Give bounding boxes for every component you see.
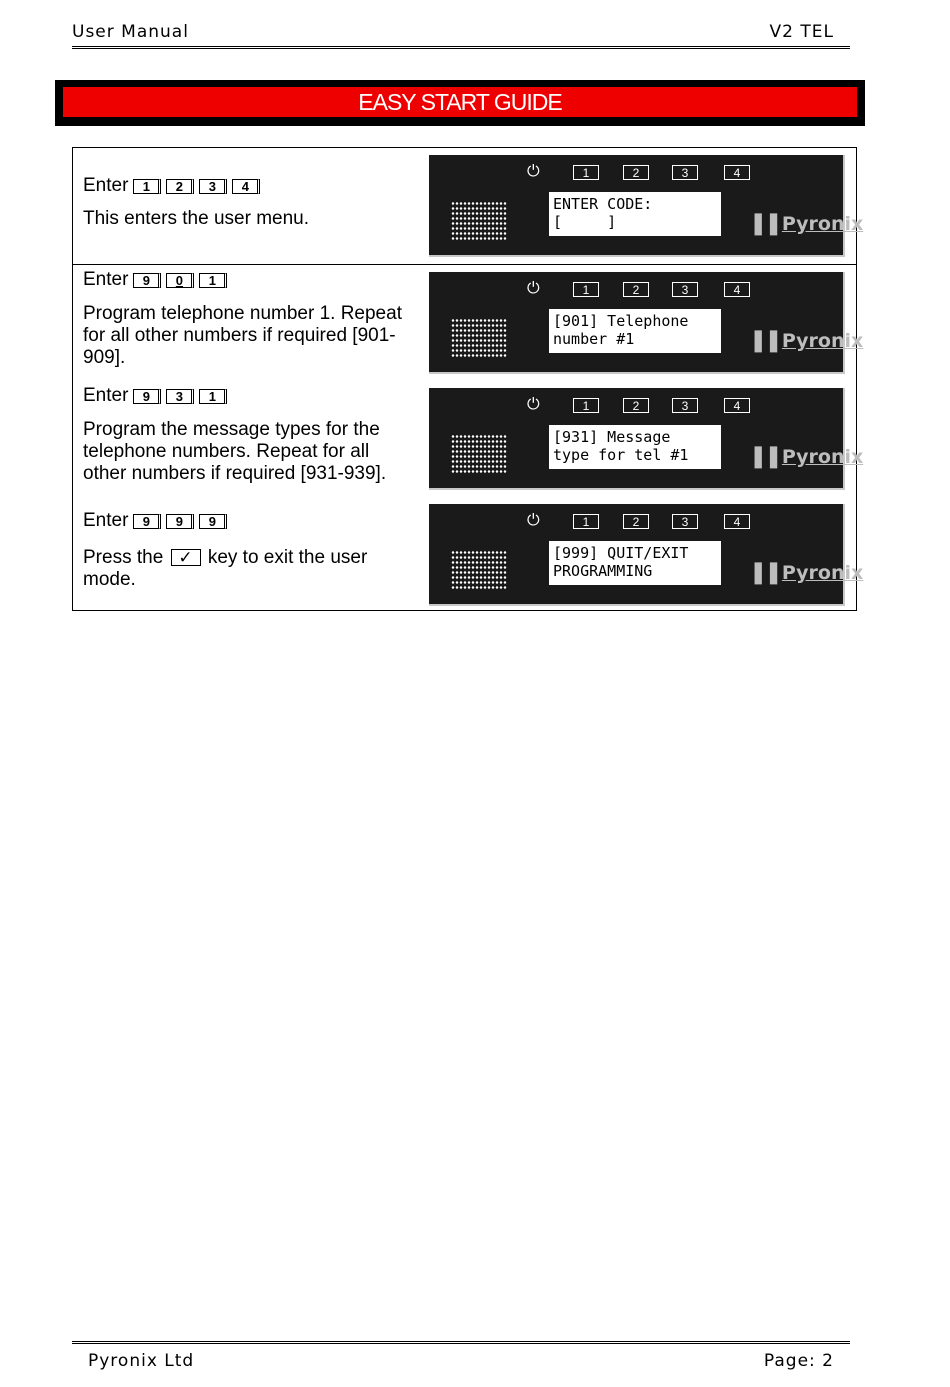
- step-3-description: Program the message types for the telephone numbers. Repeat for all other numbers if required [931-939].: [83, 419, 387, 484]
- logo-text: Pyronix: [781, 562, 864, 584]
- pyronix-logo: [749, 560, 863, 585]
- page-header: [72, 20, 850, 49]
- keypad-key: 1: [133, 179, 161, 194]
- lcd-line-2: PROGRAMMING: [553, 562, 653, 580]
- panel-button-3: 3: [672, 282, 698, 297]
- lcd-line-1: [901] Telephone: [553, 312, 689, 330]
- lcd-display: [549, 192, 721, 236]
- banner: [55, 80, 865, 126]
- power-icon: ⏻: [527, 280, 540, 297]
- lcd-display: [549, 425, 721, 469]
- pyronix-logo: [749, 444, 863, 469]
- speaker-grille: [451, 201, 507, 241]
- lcd-line-1: ENTER CODE:: [553, 195, 653, 213]
- lcd-line-1: [999] QUIT/EXIT: [553, 544, 689, 562]
- step-4-text-before: Press the: [83, 547, 164, 568]
- logo-text: Pyronix: [781, 446, 864, 468]
- power-icon: ⏻: [527, 512, 540, 529]
- step-3-text: [83, 385, 413, 485]
- panel-button-3: 3: [672, 398, 698, 413]
- step-3-enter: [83, 385, 413, 407]
- enter-label: Enter: [83, 510, 129, 531]
- speaker-grille: [451, 434, 507, 474]
- panel-button-1: 1: [573, 514, 599, 529]
- lcd-display: [549, 541, 721, 585]
- lcd-line-1: [931] Message: [553, 428, 671, 446]
- panel-button-3: 3: [672, 165, 698, 180]
- keypad-key: 9: [133, 273, 161, 288]
- section-divider: [73, 264, 856, 265]
- lcd-line-2: number #1: [553, 330, 635, 348]
- step-1-enter: [83, 175, 413, 197]
- keypad-key: 9: [166, 514, 194, 529]
- keypad-panel-1: [429, 155, 864, 257]
- speaker-grille: [451, 318, 507, 358]
- keypad-key: 9: [133, 389, 161, 404]
- pyronix-logo: [749, 211, 863, 236]
- step-1-description: This enters the user menu.: [83, 208, 309, 229]
- step-4-text: [83, 510, 413, 591]
- panel-button-3: 3: [672, 514, 698, 529]
- step-2-text: [83, 269, 413, 369]
- panel-button-1: 1: [573, 165, 599, 180]
- enter-label: Enter: [83, 175, 129, 196]
- header-product-name: V2 TEL: [769, 22, 834, 42]
- speaker-grille: [451, 550, 507, 590]
- panel-button-2: 2: [623, 514, 649, 529]
- keypad-key: 9: [199, 514, 227, 529]
- power-icon: ⏻: [527, 396, 540, 413]
- header-manual-title: User Manual: [72, 22, 189, 42]
- logo-mark-icon: ❚❚: [749, 560, 780, 585]
- step-1-text: [83, 175, 413, 230]
- keypad-key: 0: [166, 273, 194, 288]
- panel-button-4: 4: [724, 514, 750, 529]
- logo-text: Pyronix: [781, 213, 864, 235]
- keypad-key: 1: [199, 273, 227, 288]
- keypad-key: 4: [232, 179, 260, 194]
- panel-button-4: 4: [724, 165, 750, 180]
- page-footer: [72, 1341, 850, 1378]
- step-4-description: [83, 547, 413, 591]
- panel-button-2: 2: [623, 282, 649, 297]
- power-icon: ⏻: [527, 163, 540, 180]
- pyronix-logo: [749, 328, 863, 353]
- keypad-key: 1: [199, 389, 227, 404]
- panel-button-4: 4: [724, 282, 750, 297]
- logo-mark-icon: ❚❚: [749, 211, 780, 236]
- keypad-panel-4: [429, 504, 864, 606]
- banner-title: EASY START GUIDE: [63, 87, 857, 117]
- logo-text: Pyronix: [781, 330, 864, 352]
- enter-label: Enter: [83, 385, 129, 406]
- footer-company: Pyronix Ltd: [88, 1351, 195, 1371]
- keypad-key: 9: [133, 514, 161, 529]
- lcd-display: [549, 309, 721, 353]
- panel-button-1: 1: [573, 398, 599, 413]
- keypad-panel-3: [429, 388, 864, 490]
- enter-label: Enter: [83, 269, 129, 290]
- lcd-line-2: type for tel #1: [553, 446, 689, 464]
- panel-button-2: 2: [623, 165, 649, 180]
- step-4-text-after: key to exit the user mode.: [83, 547, 368, 590]
- panel-button-1: 1: [573, 282, 599, 297]
- logo-mark-icon: ❚❚: [749, 328, 780, 353]
- check-key-icon: ✓: [171, 549, 201, 566]
- keypad-key: 2: [166, 179, 194, 194]
- panel-button-2: 2: [623, 398, 649, 413]
- logo-mark-icon: ❚❚: [749, 444, 780, 469]
- keypad-key: 3: [199, 179, 227, 194]
- footer-page-number: Page: 2: [763, 1351, 834, 1371]
- panel-button-4: 4: [724, 398, 750, 413]
- step-2-enter: [83, 269, 413, 291]
- keypad-key: 3: [166, 389, 194, 404]
- step-2-description: Program telephone number 1. Repeat for all other numbers if required [901-909].: [83, 303, 402, 368]
- keypad-panel-2: [429, 272, 864, 374]
- step-4-enter: [83, 510, 413, 532]
- guide-box: [72, 147, 864, 611]
- lcd-line-2: [ ]: [553, 213, 617, 231]
